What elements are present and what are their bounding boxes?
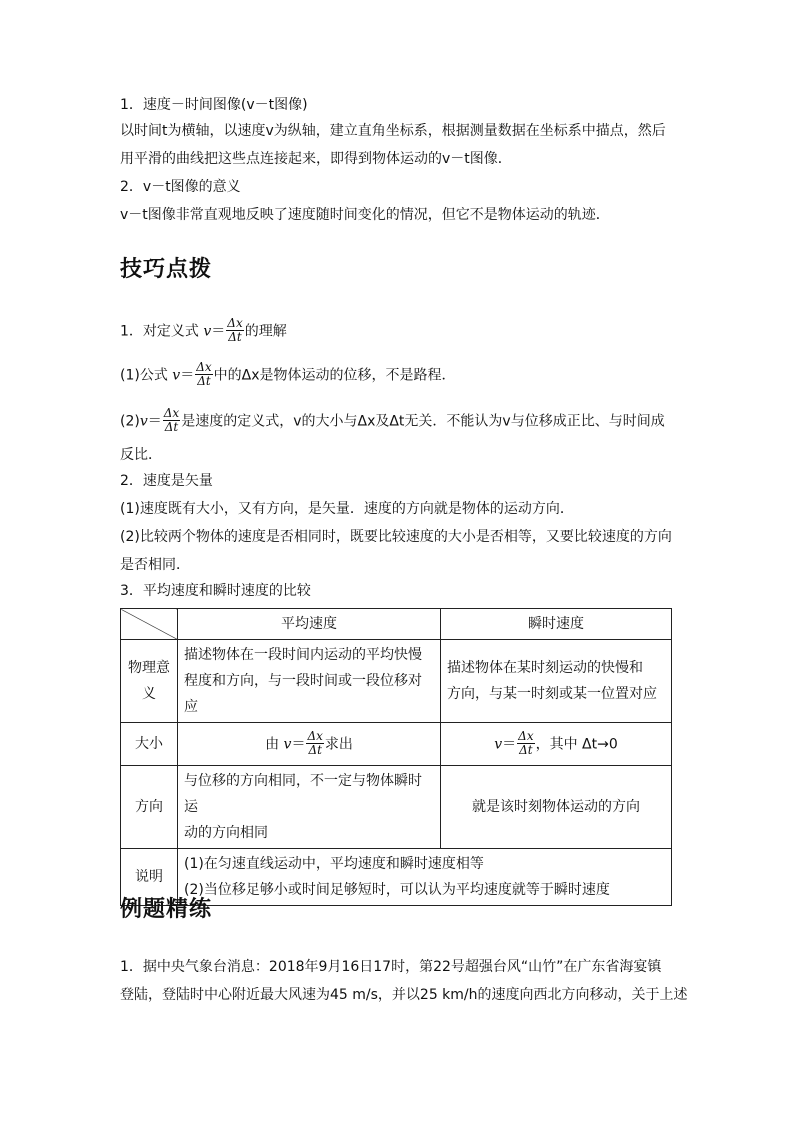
table-row: [121, 766, 672, 849]
tip-item-1: [120, 362, 456, 388]
table-header-instant: 瞬时速度: [441, 609, 672, 640]
tip-heading-1-prefix: 1．对定义式: [120, 323, 199, 340]
cell-magnitude-instant: [441, 723, 672, 766]
formula-v: v: [283, 736, 292, 752]
row-head-magnitude: 大小: [121, 723, 178, 766]
tip-item-2: [120, 408, 665, 434]
intro-heading-1: 1．速度－时间图像(v－t图像): [120, 97, 308, 113]
fraction-numerator: Δx: [196, 360, 212, 374]
tip-item-4: (2)比较两个物体的速度是否相同时，既要比较速度的大小是否相等，又要比较速度的方向: [120, 529, 672, 545]
tip-item-4-cont: 是否相同．: [120, 557, 190, 573]
cell-line: 与位移的方向相同，不一定与物体瞬时运: [184, 773, 422, 815]
intro-paragraph-line-2: 用平滑的曲线把这些点连接起来，即得到物体运动的v－t图像．: [120, 151, 512, 167]
section-title-tips: 技巧点拨: [120, 257, 213, 282]
formula-eq: ＝: [180, 367, 195, 384]
intro-paragraph-line-1: 以时间t为横轴，以速度v为纵轴，建立直角坐标系，根据测量数据在坐标系中描点，然后: [120, 123, 666, 139]
fraction-denominator: Δt: [308, 742, 322, 757]
cell-line: (1)在匀速直线运动中，平均速度和瞬时速度相等: [184, 856, 484, 872]
formula-fraction: [195, 361, 212, 388]
formula-fraction: [306, 730, 323, 757]
fraction-denominator: Δt: [197, 374, 211, 388]
row-head-meaning: 物理意义: [121, 640, 178, 723]
cell-line: 程度和方向，与一段时间或一段位移对应: [184, 673, 422, 715]
formula-fraction: [226, 317, 243, 344]
tip-item-2-prefix: (2): [120, 413, 140, 430]
cell-direction-instant: 就是该时刻物体运动的方向: [441, 766, 672, 849]
cell-line: 描述物体在某时刻运动的快慢和: [447, 660, 643, 676]
example-line-2: 登陆，登陆时中心附近最大风速为45 m/s，并以25 km/h的速度向西北方向移动，关于上述: [120, 987, 688, 1003]
fraction-numerator: Δx: [307, 728, 323, 743]
formula-eq: ＝: [502, 736, 517, 752]
fraction-numerator: Δx: [518, 728, 534, 743]
formula-v: v: [172, 367, 181, 384]
tip-heading-3: 3．平均速度和瞬时速度的比较: [120, 583, 311, 599]
table-row: [121, 723, 672, 766]
cell-magnitude-average: [178, 723, 441, 766]
intro-heading-2: 2．v－t图像的意义: [120, 179, 241, 195]
formula-eq: ＝: [291, 736, 306, 752]
example-line-1: 1．据中央气象台消息：2018年9月16日17时，第22号超强台风“山竹”在广东省海宴镇: [120, 959, 662, 975]
table-row: [121, 640, 672, 723]
tip-item-1-prefix: (1)公式: [120, 367, 168, 384]
cell-line: (2)当位移足够小或时间足够短时，可以认为平均速度就等于瞬时速度: [184, 882, 610, 898]
cell-meaning-instant: [441, 640, 672, 723]
tip-heading-2: 2．速度是矢量: [120, 473, 213, 489]
fraction-denominator: Δt: [519, 742, 533, 757]
cell-line: 描述物体在一段时间内运动的平均快慢: [184, 647, 422, 663]
cell-text: 由: [265, 736, 280, 752]
tip-heading-1-suffix: 的理解: [244, 323, 287, 340]
tip-item-2-cont: 反比．: [120, 447, 162, 463]
fraction-numerator: Δx: [227, 316, 243, 330]
comparison-table: [120, 608, 672, 906]
fraction-denominator: Δt: [228, 330, 242, 344]
formula-v: v: [494, 736, 503, 752]
formula-eq: ＝: [211, 323, 226, 340]
row-head-note: 说明: [121, 849, 178, 906]
formula-fraction: [163, 407, 180, 434]
intro-paragraph-line-3: v－t图像非常直观地反映了速度随时间变化的情况，但它不是物体运动的轨迹．: [120, 207, 610, 223]
formula-fraction: [517, 730, 534, 757]
cell-line: 方向，与某一时刻或某一位置对应: [447, 686, 657, 702]
cell-note: [178, 849, 672, 906]
table-header-average: 平均速度: [178, 609, 441, 640]
fraction-denominator: Δt: [164, 420, 179, 434]
tip-item-2-suffix: 是速度的定义式，v的大小与Δx及Δt无关．不能认为v与位移成正比、与时间成: [181, 413, 665, 430]
tip-heading-1: [120, 318, 287, 344]
formula-eq: ＝: [147, 413, 162, 430]
row-head-direction: 方向: [121, 766, 178, 849]
cell-meaning-average: [178, 640, 441, 723]
cell-text: 求出: [324, 736, 353, 752]
fraction-numerator: Δx: [163, 406, 180, 420]
tip-item-3: (1)速度既有大小，又有方向，是矢量．速度的方向就是物体的运动方向．: [120, 501, 574, 517]
formula-v: v: [139, 413, 148, 430]
cell-line: 动的方向相同: [184, 825, 268, 841]
section-title-examples: 例题精练: [120, 897, 213, 922]
table-header-row: [121, 609, 672, 640]
cell-text: ，其中 Δt→0: [535, 736, 618, 752]
table-corner-cell: [121, 609, 178, 640]
cell-direction-average: [178, 766, 441, 849]
tip-item-1-suffix: 中的Δx是物体运动的位移，不是路程．: [213, 367, 456, 384]
formula-v: v: [203, 323, 212, 340]
